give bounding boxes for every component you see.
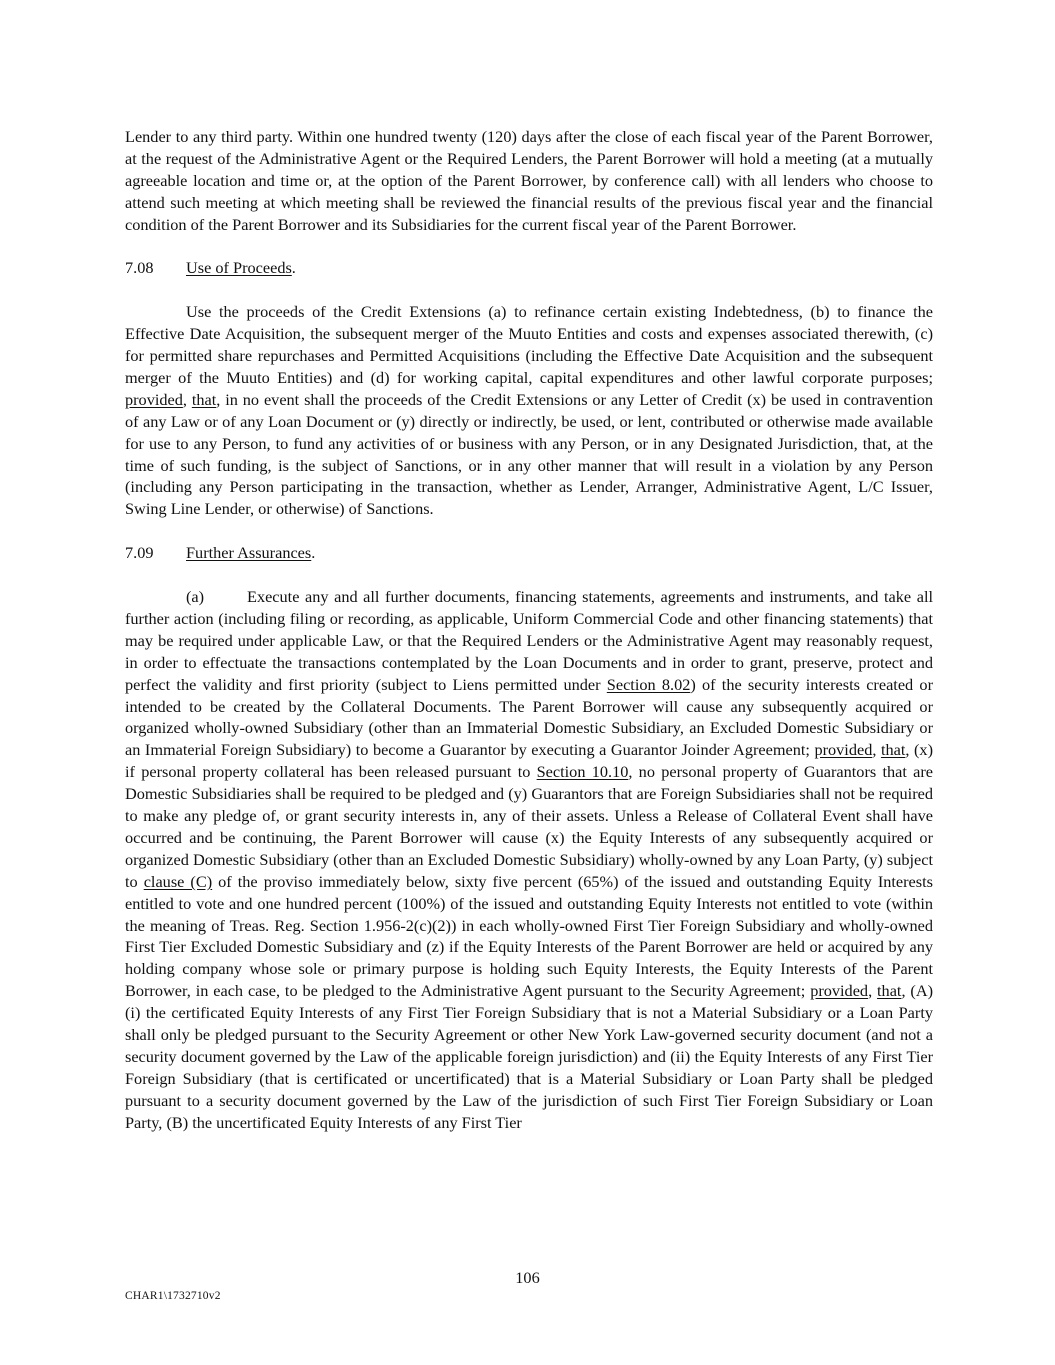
cross-reference: Section 8.02 bbox=[606, 674, 691, 694]
section-number: 7.08 bbox=[125, 258, 154, 278]
section-title: Further Assurances bbox=[186, 543, 312, 563]
page-number: 106 bbox=[515, 1268, 540, 1287]
section-number: 7.09 bbox=[125, 543, 154, 563]
clause-label: (a) bbox=[186, 586, 205, 606]
cross-reference: Section 10.10 bbox=[536, 762, 629, 782]
intro-paragraph: Lender to any third party. Within one hundred twenty (120) days after the close of each fiscal year of the Parent Borrower, at the request of the Administrative Agent or the Required Lenders, the Parent Borrower will hold a meeting (at a mutually agreeable location and time or, at the option of the Parent Borrower, by conference call) with all lenders who choose to attend such meeting at which meeting shall be reviewed the financial results of the previous fiscal year and the financial condition of the Parent Borrower and its Subsidiaries for the current fiscal year of the Parent Borrower. bbox=[125, 127, 933, 234]
use-of-proceeds-paragraph: Use the proceeds of the Credit Extensions (a) to refinance certain existing Indebtedness, (b) to finance the Effective Date Acquisition, the subsequent merger of the Muuto Entities and costs and expenses associated therewith, (c) for permitted share repurchases and Permitted Acquisitions (including the Effective Date Acquisition and the subsequent merger of the Muuto Entities) and (d) for working capital, capital expenditures and other lawful corporate purposes; provided, that, in no event shall the proceeds of the Credit Extensions or any Letter of Credit (x) be used in contravention of any Law or of any Loan Document or (y) directly or indirectly, be used, or lent, contributed or otherwise made available for use to any Person, to fund any activities of or business with any Person, or in any Designated Jurisdiction, that, at the time of such funding, is the subject of Sanctions, or in any other manner that will result in a violation by any Person (including any Person participating in the transaction, whether as Lender, Arranger, Administrative Agent, L/C Issuer, Swing Line Lender, or otherwise) of Sanctions. bbox=[125, 302, 933, 519]
document-page bbox=[125, 126, 933, 1134]
further-assurances-paragraph-a: (a) Execute any and all further documents, financing statements, agreements and instruments, and take all further action (including filing or recording, as applicable, Uniform Commercial Code and other financing statements) that may be required under applicable Law, or that the Required Lenders or the Administrative Agent may reasonably request, in order to effectuate the transactions contemplated by the Loan Documents and in order to grant, preserve, protect and perfect the validity and first priority (subject to Liens permitted under Section 8.02) of the security interests created or intended to be created by the Collateral Documents. The Parent Borrower will cause any subsequently acquired or organized wholly-owned Subsidiary (other than an Immaterial Domestic Subsidiary, an Excluded Domestic Subsidiary or an Immaterial Foreign Subsidiary) to become a Guarantor by executing a Guarantor Joinder Agreement; provided, that, (x) if personal property collateral has been released pursuant to Section 10.10, no personal property of Guarantors that are Domestic Subsidiaries shall be required to be pledged and (y) Guarantors that are Foreign Subsidiaries shall not be required to make any pledge of, or grant security interests in, any of their assets. Unless a Release of Collateral Event shall have occurred and be continuing, the Parent Borrower will cause (x) the Equity Interests of any subsequently acquired or organized Domestic Subsidiary (other than an Excluded Domestic Subsidiary) wholly-owned by any Loan Party, (y) subject to clause (C) of the proviso immediately below, sixty five percent (65%) of the issued and outstanding Equity Interests entitled to vote and one hundred percent (100%) of the issued and outstanding Equity Interests not entitled to vote (within the meaning of Treas. Reg. Section 1.956-2(c)(2)) in each wholly-owned First Tier Foreign Subsidiary and wholly-owned First Tier Excluded Domestic Subsidiary and (z) if the Equity Interests of the Parent Borrower are held or acquired by any holding company whose sole or primary purpose is holding such Equity Interests, the Equity Interests of the Parent Borrower, in each case, to be pledged to the Administrative Agent pursuant to the Security Agreement; provided, that, (A) (i) the certificated Equity Interests of any First Tier Foreign Subsidiary that is not a Material Subsidiary or a Loan Party shall only be pledged pursuant to the Security Agreement or other New York Law-governed security document (and not a security document governed by the Law of the applicable foreign jurisdiction) and (ii) the Equity Interests of any First Tier Foreign Subsidiary (that is certificated or uncertificated) that is a Material Subsidiary or Loan Party shall be pledged pursuant to a security document governed by the Law of the jurisdiction of such First Tier Foreign Subsidiary or Loan Party, (B) the uncertificated Equity Interests of any First Tier bbox=[125, 586, 934, 1132]
section-heading-7-08: 7.08 Use of Proceeds. bbox=[125, 258, 296, 278]
section-heading-7-09: 7.09 Further Assurances. bbox=[125, 543, 316, 563]
section-title: Use of Proceeds bbox=[186, 258, 292, 278]
document-id: CHAR1\1732710v2 bbox=[125, 1290, 221, 1302]
cross-reference: clause (C) bbox=[143, 871, 213, 891]
